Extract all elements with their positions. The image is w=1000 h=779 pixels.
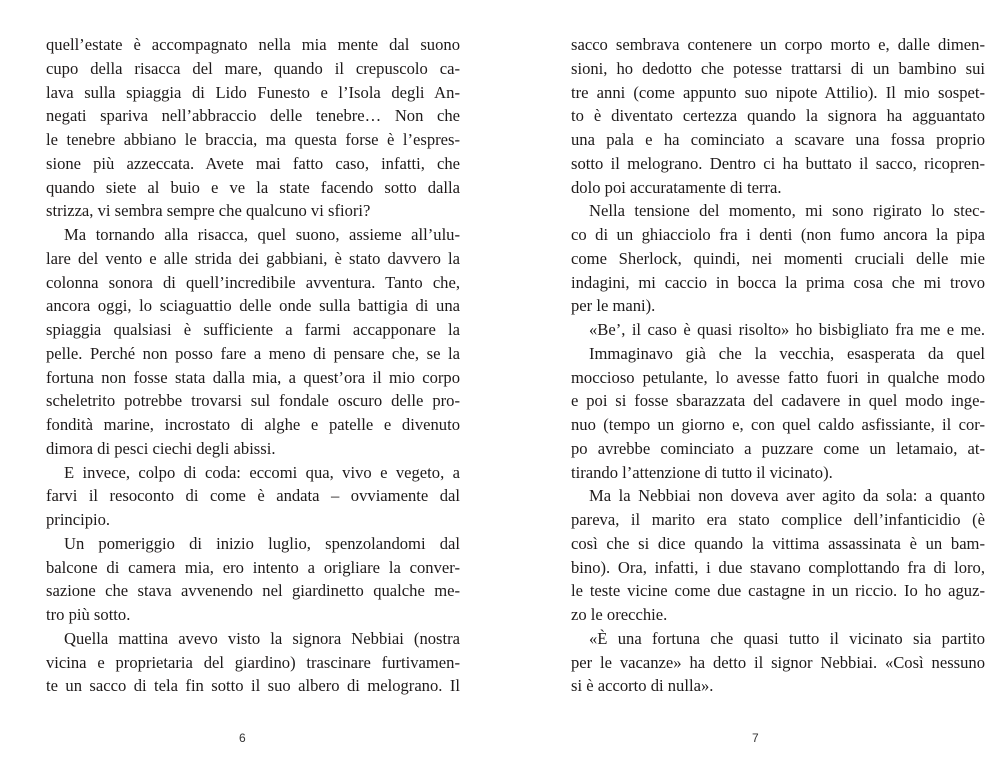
text-line: sotto il melograno. Dentro ci ha buttato il sacco, ricopren- <box>571 153 985 173</box>
text-line: «È una fortuna che quasi tutto il vicinato sia partito <box>589 628 985 648</box>
text-line: scheletrito potrebbe trovarsi sul fondale oscuro delle pro- <box>46 391 460 411</box>
text-line: sacco sembrava contenere un corpo morto e, dalle dimen- <box>571 35 985 54</box>
left-page-text <box>46 33 460 698</box>
text-line: le tenebre abbiano le braccia, ma questa forse è l’espres- <box>46 130 460 149</box>
text-line: strizza, vi sembra sempre che qualcuno vi sfiori? <box>46 201 371 221</box>
text-line: tirando l’attenzione di tutto il vicinato). <box>571 462 833 482</box>
text-line: e poi si fosse sbarazzata del cadavere in quel modo inge- <box>571 391 985 411</box>
text-line: tro più sotto. <box>46 605 131 624</box>
text-line: dolo poi accuratamente di terra. <box>571 177 782 197</box>
text-line: ancora oggi, lo sciaguattio delle onde sulla battigia di una <box>46 296 460 316</box>
text-line: per le vacanze» ha detto il signor Nebbiai. «Così nessuno <box>571 652 985 672</box>
text-line: sione più azzeccata. Avete mai fatto caso, infatti, che <box>46 153 460 173</box>
text-line: co di un ghiacciolo fra i denti (non fumo ancora la pipa <box>571 225 985 244</box>
text-line: indagini, mi caccio in bocca la prima cosa che mi trovo <box>571 272 985 292</box>
text-line: quando siete al buio e ve la state facendo sotto dalla <box>46 177 460 197</box>
text-line: lare del vento e alle strida dei gabbiani, è stato davvero la <box>46 248 460 268</box>
text-line: Un pomeriggio di inizio luglio, spenzolandomi dal <box>64 533 460 553</box>
text-line: Quella mattina avevo visto la signora Nebbiai (nostra <box>64 628 460 648</box>
text-line: te un sacco di tela fin sotto il suo albero di melograno. Il <box>46 676 460 696</box>
right-page-text <box>571 33 985 698</box>
text-line: tre anni (come appunto suo nipote Attilio). Il mio sospet- <box>571 82 985 102</box>
text-line: una pala e ha cominciato a scavare una fossa proprio <box>571 130 985 149</box>
text-line: to è diventato certezza quando la signora ha agguantato <box>571 106 985 126</box>
text-line: così che si dice quando la vittima assassinata è un bam- <box>571 533 985 553</box>
text-line: principio. <box>46 510 111 529</box>
text-line: lava sulla spiaggia di Lido Funesto e l’Isola degli An- <box>46 82 460 102</box>
text-line: come Sherlock, quindi, nei momenti cruciali delle mie <box>571 248 985 268</box>
text-line: negati spariva nell’abbraccio delle tenebre… Non che <box>46 106 460 126</box>
text-line: sazione che stava avvenendo nel giardinetto qualche me- <box>46 581 460 601</box>
text-line: nuo (tempo un giorno e, con quel caldo asfissiante, il cor- <box>571 415 985 434</box>
text-line: cupo della risacca del mare, quando il crepuscolo ca- <box>46 58 460 78</box>
text-line: Ma la Nebbiai non doveva aver agito da sola: a quanto <box>589 486 985 506</box>
text-line: sioni, ho dedotto che potesse trattarsi di un bambino sui <box>571 58 985 78</box>
text-line: fondità marine, incrostato di alghe e patelle e divenuto <box>46 415 460 434</box>
text-line: Immaginavo già che la vecchia, esasperata da quel <box>589 343 985 363</box>
text-line: Nella tensione del momento, mi sono rigirato lo stec- <box>589 201 985 221</box>
text-line: dimora di pesci ciechi degli abissi. <box>46 438 276 458</box>
text-line: farvi il resoconto di come è andata – ovviamente dal <box>46 486 460 506</box>
text-line: balcone di camera mia, ero intento a origliare la conver- <box>46 557 460 577</box>
text-line: «Be’, il caso è quasi risolto» ho bisbigliato fra me e me. <box>589 320 985 339</box>
text-line: quell’estate è accompagnato nella mia mente dal suono <box>46 35 460 54</box>
text-line: Ma tornando alla risacca, quel suono, assieme all’ulu- <box>64 225 460 244</box>
text-line: spiaggia qualsiasi è sufficiente a farmi accapponare la <box>46 320 460 339</box>
text-line: le teste vicine come due castagne in un riccio. Io ho aguz- <box>571 581 985 601</box>
page-number-left: 6 <box>239 731 246 745</box>
text-line: pareva, il marito era stato complice dell’infanticidio (è <box>571 510 985 529</box>
text-line: E invece, colpo di coda: eccomi qua, vivo e vegeto, a <box>64 462 460 482</box>
text-line: po avrebbe cominciato a puzzare come un letamaio, at- <box>571 438 985 458</box>
text-line: per le mani). <box>571 296 656 316</box>
text-line: vicina e proprietaria del giardino) trascinare furtivamen- <box>46 652 460 672</box>
text-line: zo le orecchie. <box>571 605 668 624</box>
text-line: si è accorto di nulla». <box>571 676 714 696</box>
text-line: moccioso petulante, lo avesse fatto fuori in qualche modo <box>571 367 985 387</box>
text-line: pelle. Perché non posso fare a meno di pensare che, se la <box>46 343 460 363</box>
text-line: colonna sonora di quell’incredibile avventura. Tanto che, <box>46 272 460 292</box>
page-number-right: 7 <box>752 731 759 745</box>
text-line: fortuna non fosse stata dalla mia, a quest’ora il mio corpo <box>46 367 460 387</box>
text-line: bino). Ora, infatti, i due stavano complottando fra di loro, <box>571 557 985 577</box>
